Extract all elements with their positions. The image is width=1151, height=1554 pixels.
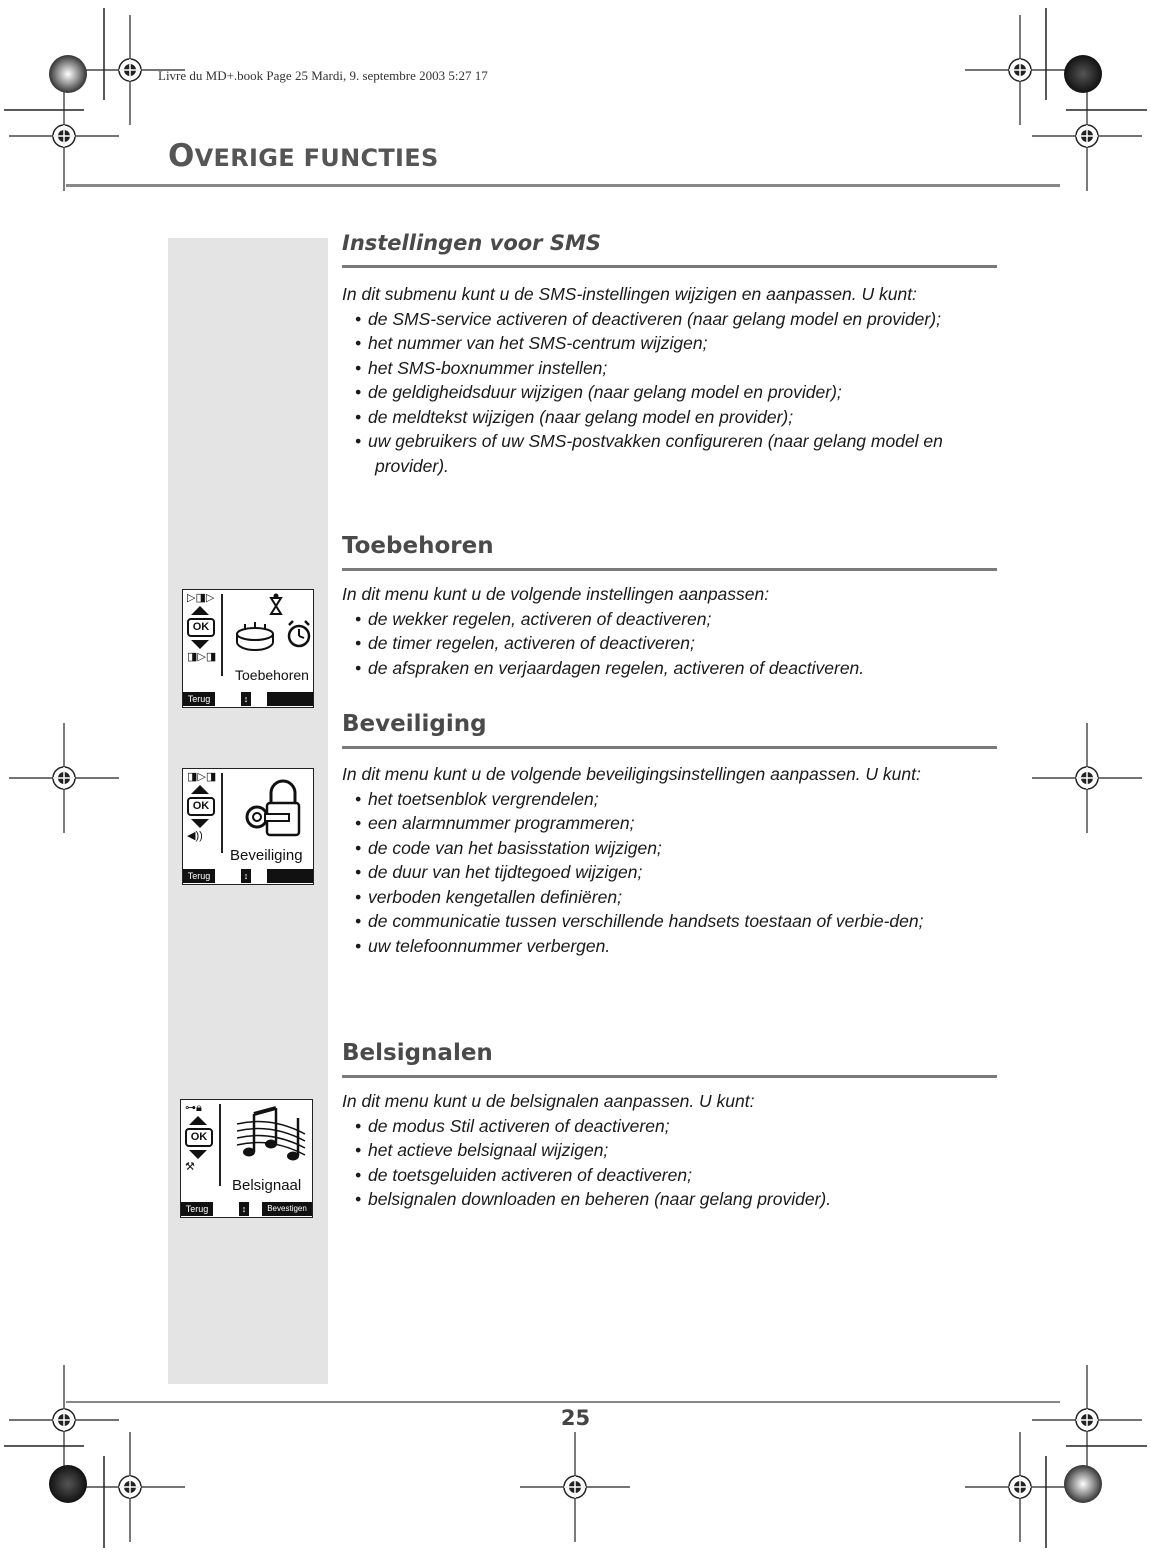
list-item: • de meldtekst wijzigen (naar gelang model en provider); bbox=[342, 405, 1002, 430]
list-item: • belsignalen downloaden en beheren (naar gelang provider). bbox=[342, 1187, 1002, 1212]
screen-label: Toebehoren bbox=[235, 667, 309, 683]
print-header-line: Livre du MD+.book Page 25 Mardi, 9. septembre 2003 5:27 17 bbox=[158, 68, 488, 83]
list-item: • de timer regelen, activeren of deactiveren; bbox=[342, 631, 1002, 656]
list-item: • het actieve belsignaal wijzigen; bbox=[342, 1138, 1002, 1163]
menu-arrows-icon: ◨▷◨ bbox=[187, 771, 217, 783]
sound-icon: ◀)) bbox=[187, 830, 203, 842]
starburst-mark-bottom-right bbox=[1064, 1465, 1102, 1503]
screen-label: Belsignaal bbox=[232, 1177, 302, 1194]
up-arrow-icon bbox=[191, 606, 209, 615]
list-item: • uw gebruikers of uw SMS-postvakken configureren (naar gelang model en provider). bbox=[342, 429, 1002, 478]
footer-rule bbox=[66, 1401, 1060, 1403]
list-item: • het toetsenblok vergrendelen; bbox=[342, 787, 1002, 812]
list-item: • de modus Stil activeren of deactiveren; bbox=[342, 1114, 1002, 1139]
crop-mark-bottom-right bbox=[965, 1432, 1075, 1542]
bullet-list bbox=[342, 607, 1002, 681]
phone-screen-belsignaal bbox=[180, 1099, 313, 1218]
up-arrow-icon bbox=[191, 785, 209, 794]
crop-mark-bottom-left bbox=[75, 1432, 185, 1542]
ok-key-icon: OK bbox=[185, 1128, 213, 1147]
starburst-mark-bottom-left bbox=[49, 1465, 87, 1503]
softkey-back: Terug bbox=[183, 692, 215, 706]
list-item: • verboden kengetallen definiëren; bbox=[342, 885, 1002, 910]
settings-tools-icon: ⚒ bbox=[185, 1161, 195, 1173]
list-item: • de afspraken en verjaardagen regelen, activeren of deactiveren. bbox=[342, 656, 1002, 681]
list-item: • het nummer van het SMS-centrum wijzigen; bbox=[342, 331, 1002, 356]
section-rule bbox=[342, 265, 997, 268]
section-intro: In dit menu kunt u de volgende beveiligingsinstellingen aanpassen. U kunt: bbox=[342, 764, 921, 784]
crop-mark-middle-right bbox=[1032, 723, 1142, 833]
list-item: • de toetsgeluiden activeren of deactiveren; bbox=[342, 1163, 1002, 1188]
menu-arrows-icon: ◨▷◨ bbox=[187, 651, 217, 663]
down-arrow-icon bbox=[191, 819, 209, 828]
ok-key-icon: OK bbox=[187, 797, 215, 816]
ok-key-icon: OK bbox=[187, 618, 215, 637]
bullet-list bbox=[342, 307, 1002, 479]
scroll-indicator-icon: ↕ bbox=[241, 692, 251, 706]
bullet-list bbox=[342, 787, 1002, 959]
list-item: • het SMS-boxnummer instellen; bbox=[342, 356, 1002, 381]
music-notes-icon bbox=[233, 1104, 309, 1168]
softkey-bar bbox=[183, 867, 313, 884]
down-arrow-icon bbox=[189, 1150, 207, 1159]
phone-screen-beveiliging bbox=[182, 768, 314, 885]
section-rule bbox=[342, 568, 997, 571]
chapter-title-rest: VERIGE FUNCTIES bbox=[194, 144, 439, 172]
softkey-confirm: Bevestigen bbox=[262, 1202, 312, 1216]
softkey-bar bbox=[181, 1200, 312, 1217]
list-item: • de communicatie tussen verschillende handsets toestaan of verbie-den; bbox=[342, 909, 1002, 934]
section-body-belsignalen bbox=[342, 1089, 1002, 1212]
section-title-belsignalen: Belsignalen bbox=[342, 1040, 493, 1066]
phone-nav-keys bbox=[183, 1102, 213, 1173]
softkey-bar bbox=[183, 690, 313, 707]
section-intro: In dit menu kunt u de volgende instellingen aanpassen: bbox=[342, 584, 770, 604]
accessories-icon bbox=[233, 592, 311, 658]
scroll-indicator-icon: ↕ bbox=[241, 869, 251, 883]
crop-mark-top-right bbox=[965, 15, 1075, 125]
page-number: 25 bbox=[560, 1406, 591, 1430]
phone-nav-keys bbox=[185, 592, 215, 663]
up-arrow-icon bbox=[189, 1116, 207, 1125]
down-arrow-icon bbox=[191, 640, 209, 649]
section-body-toebehoren bbox=[342, 582, 1002, 680]
softkey-right-blank bbox=[267, 692, 313, 706]
crop-mark-bottom-center bbox=[520, 1432, 630, 1542]
padlock-key-icon bbox=[245, 777, 309, 839]
chapter-title bbox=[168, 138, 439, 174]
section-intro: In dit submenu kunt u de SMS-instellingen wijzigen en aanpassen. U kunt: bbox=[342, 284, 917, 304]
section-rule bbox=[342, 746, 997, 749]
chapter-title-initial: O bbox=[168, 138, 195, 174]
list-item: • een alarmnummer programmeren; bbox=[342, 811, 1002, 836]
crop-mark-upper-right bbox=[1032, 81, 1142, 191]
nav-bracket bbox=[217, 773, 223, 853]
section-body-sms bbox=[342, 282, 1002, 478]
softkey-back: Terug bbox=[181, 1202, 213, 1216]
screen-label: Beveiliging bbox=[230, 847, 303, 864]
crop-mark-middle-left bbox=[9, 723, 119, 833]
section-rule bbox=[342, 1075, 997, 1078]
phone-screen-toebehoren bbox=[182, 589, 314, 708]
starburst-mark-top-left bbox=[49, 55, 87, 93]
menu-arrows-icon: ▷◨▷ bbox=[187, 592, 215, 604]
section-title-toebehoren: Toebehoren bbox=[342, 533, 494, 559]
section-intro: In dit menu kunt u de belsignalen aanpassen. U kunt: bbox=[342, 1091, 755, 1111]
list-item: • de code van het basisstation wijzigen; bbox=[342, 836, 1002, 861]
key-lock-icon: ⊶🔒︎ bbox=[185, 1102, 202, 1114]
softkey-right-blank bbox=[267, 869, 313, 883]
chapter-rule bbox=[66, 184, 1060, 187]
section-title-beveiliging: Beveiliging bbox=[342, 711, 487, 737]
phone-nav-keys bbox=[185, 771, 215, 842]
section-title-sms: Instellingen voor SMS bbox=[342, 231, 601, 255]
bullet-list bbox=[342, 1114, 1002, 1212]
list-item: • uw telefoonnummer verbergen. bbox=[342, 934, 1002, 959]
list-item: • de geldigheidsduur wijzigen (naar gelang model en provider); bbox=[342, 380, 1002, 405]
nav-bracket bbox=[215, 1104, 221, 1186]
list-item: • de SMS-service activeren of deactiveren (naar gelang model en provider); bbox=[342, 307, 1002, 332]
nav-bracket bbox=[217, 594, 223, 676]
list-item: • de duur van het tijdtegoed wijzigen; bbox=[342, 860, 1002, 885]
list-item: • de wekker regelen, activeren of deactiveren; bbox=[342, 607, 1002, 632]
crop-mark-upper-left bbox=[9, 81, 119, 191]
section-body-beveiliging bbox=[342, 762, 1002, 958]
scroll-indicator-icon: ↕ bbox=[239, 1202, 249, 1216]
softkey-back: Terug bbox=[183, 869, 215, 883]
starburst-mark-top-right bbox=[1064, 55, 1102, 93]
